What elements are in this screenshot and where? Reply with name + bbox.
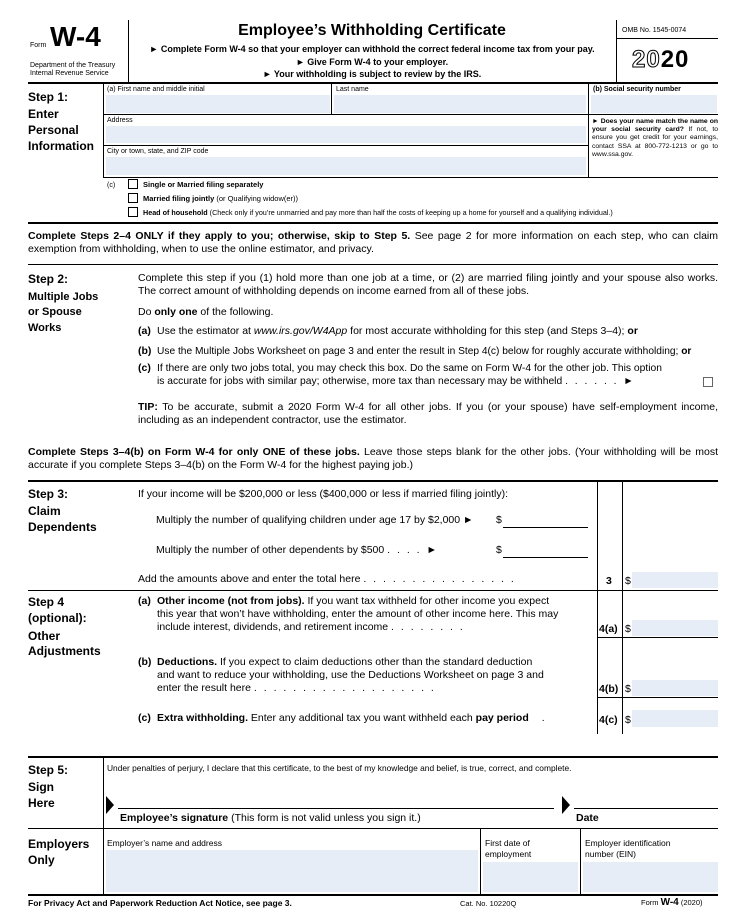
step2-b-text: Use the Multiple Jobs Worksheet on page 3 and enter the result in Step 4(c) below for roughly accurate withholding;: [157, 346, 682, 357]
form-number: W-4: [50, 21, 101, 52]
irs-w4app-link[interactable]: www.irs.gov/W4App: [253, 325, 348, 337]
step2-a-pre: Use the estimator at: [157, 325, 254, 337]
ein-label-1: Employer identification: [585, 838, 671, 848]
last-name-label: Last name: [336, 86, 369, 93]
notice2-text: Leave those steps blank for the other jobs. (Your withholding will be most accurate if you complete Steps 3–4(b) on the Form W-4 for the highest paying job.): [28, 446, 719, 471]
step2-b-or: or: [681, 346, 692, 357]
qualifying-children-field[interactable]: [503, 527, 588, 528]
other-dependents-dots: . . . . ►: [387, 544, 439, 556]
step1-subtitle-enter: Enter: [28, 107, 59, 121]
step4b-bold: Deductions.: [157, 656, 218, 668]
step3-subtitle-dependents: Dependents: [28, 520, 97, 534]
first-name-label: (a) First name and middle initial: [107, 86, 205, 93]
first-name-field[interactable]: [106, 95, 330, 113]
filing-single-checkbox[interactable]: [128, 179, 138, 189]
ssn-note-bold: ► Does your name match the name on your social security card?: [592, 118, 718, 134]
first-date-label-2: employment: [485, 849, 532, 859]
first-date-employment-field[interactable]: [483, 862, 578, 892]
qualifying-children-dollar: $: [496, 514, 502, 526]
employers-title: Employers: [28, 837, 90, 851]
step4-subtitle-optional: (optional):: [28, 611, 87, 625]
step4-title: Step 4: [28, 595, 65, 609]
other-dependents-line: [156, 544, 439, 557]
step4b-line1: [157, 656, 532, 669]
step5-subtitle-sign: Sign: [28, 780, 54, 794]
employers-subtitle-only: Only: [28, 853, 55, 867]
form-title: Employee’s Withholding Certificate: [238, 22, 506, 39]
step4a-line3: [157, 621, 465, 634]
step4b-label: (b): [138, 656, 152, 668]
city-state-zip-field[interactable]: [106, 157, 586, 175]
tax-year-prefix: 20: [632, 46, 661, 73]
step4a-text1: If you want tax withheld for other income you expect: [304, 595, 550, 607]
step4a-line2: this year that won’t have withholding, enter the amount of other income here. This may: [157, 608, 559, 620]
step4a-dots: . . . . . . . .: [391, 621, 465, 633]
step4a-label: (a): [138, 595, 151, 607]
line-4c-number: 4(c): [599, 714, 618, 726]
step4b-text1: If you expect to claim deductions other than the standard deduction: [217, 656, 533, 668]
notice-steps-2-4: [28, 230, 718, 256]
filing-single-label: [143, 180, 263, 189]
ein-field[interactable]: [583, 862, 718, 892]
step3-total-dots: . . . . . . . . . . . . . . . .: [363, 573, 516, 585]
step2-c-dots: . . . . . . ►: [565, 376, 636, 387]
catalog-number: Cat. No. 10220Q: [460, 899, 517, 908]
step2-option-b-label: (b): [138, 345, 152, 357]
header-instruction-3: ► Your withholding is subject to review by the IRS.: [262, 69, 482, 79]
step2-a-or: or: [627, 325, 638, 337]
step4c-line: [157, 712, 545, 725]
omb-number: OMB No. 1545-0074: [622, 27, 687, 34]
step2-tip-bold: TIP:: [138, 401, 158, 413]
irs-label: Internal Revenue Service: [30, 70, 109, 77]
step1-title: Step 1:: [28, 90, 69, 104]
dept-label: Department of the Treasury: [30, 62, 116, 69]
header-instruction-2: ► Give Form W-4 to your employer.: [295, 57, 449, 67]
filing-joint-note: (or Qualifying widow(er)): [214, 194, 299, 203]
step3-subtitle-claim: Claim: [28, 504, 61, 518]
filing-hoh-label: [143, 208, 613, 217]
employee-signature-field[interactable]: [120, 786, 552, 807]
step2-option-c-line1: If there are only two jobs total, you may check this box. Do the same on Form W-4 for the other job. This option: [157, 363, 662, 374]
footer-form-number: W-4: [660, 897, 679, 908]
step2-do-only-one: [138, 306, 273, 319]
line-4b-field[interactable]: [632, 680, 718, 696]
qualifying-children-line: Multiply the number of qualifying children under age 17 by $2,000 ►: [156, 514, 474, 526]
step4c-label: (c): [138, 712, 151, 724]
two-jobs-checkbox[interactable]: [703, 377, 713, 387]
step3-title: Step 3:: [28, 487, 69, 501]
step4a-line1: [157, 595, 549, 608]
step2-title: Step 2:: [28, 272, 69, 286]
step2-option-c-label: (c): [138, 362, 151, 374]
step4a-bold: Other income (not from jobs).: [157, 595, 305, 607]
address-field[interactable]: [106, 126, 586, 143]
step4c-dots: .: [541, 712, 545, 724]
footer-form-id: [641, 897, 703, 908]
line-4a-field[interactable]: [632, 620, 718, 636]
step3-total-text: Add the amounts above and enter the total here: [138, 573, 361, 585]
employer-name-address-field[interactable]: [106, 850, 478, 892]
step4c-bold2: pay period: [475, 712, 529, 724]
tax-year-suffix: 20: [660, 46, 690, 73]
step2-option-b: [157, 345, 691, 358]
notice-steps-3-4b: [28, 446, 718, 472]
step5-subtitle-here: Here: [28, 796, 55, 810]
last-name-field[interactable]: [334, 95, 586, 113]
step4-subtitle-adjustments: Adjustments: [28, 644, 101, 658]
step2-subtitle-or-spouse: or Spouse: [28, 306, 82, 318]
perjury-declaration: Under penalties of perjury, I declare that this certificate, to the best of my knowledge and belief, is true, correct, and complete.: [107, 763, 572, 773]
footer-form-year: (2020): [678, 898, 703, 907]
step2-a-post: for most accurate withholding for this step (and Steps 3–4);: [347, 325, 628, 337]
step2-do-pre: Do: [138, 306, 155, 318]
employee-signature-label: [120, 812, 421, 825]
step1-subtitle-personal: Personal: [28, 123, 79, 137]
line-3-field[interactable]: [632, 572, 718, 588]
first-date-label-1: First date of: [485, 838, 530, 848]
filing-joint-checkbox[interactable]: [128, 193, 138, 203]
footer-form-pre: Form: [641, 898, 661, 907]
step4b-line3: [157, 682, 436, 695]
step4b-dots: . . . . . . . . . . . . . . . . . . .: [253, 682, 436, 694]
line-3-number: 3: [606, 575, 612, 587]
step1-subtitle-information: Information: [28, 139, 94, 153]
date-arrow-icon: [562, 796, 570, 814]
signature-arrow-icon: [106, 796, 114, 814]
address-label: Address: [107, 117, 133, 124]
other-dependents-text: Multiply the number of other dependents by $500: [156, 544, 385, 556]
line-4c-field[interactable]: [632, 710, 718, 727]
step2-option-a-label: (a): [138, 325, 151, 337]
step4b-text3: enter the result here: [157, 682, 251, 694]
tax-year: [632, 46, 689, 74]
other-dependents-dollar: $: [496, 544, 502, 556]
line-4b-number: 4(b): [599, 683, 619, 695]
step4b-line2: and want to reduce your withholding, use the Deductions Worksheet on page 3 and: [157, 669, 544, 681]
step2-option-c-line2: [157, 375, 636, 388]
filing-status-label: (c): [107, 182, 116, 189]
step2-subtitle-multiple-jobs: Multiple Jobs: [28, 291, 99, 303]
line-4a-number: 4(a): [599, 623, 618, 635]
filing-joint-label: [143, 194, 298, 203]
ssn-label: (b) Social security number: [593, 86, 681, 93]
date-label: Date: [576, 812, 599, 824]
ein-label-2: number (EIN): [585, 849, 637, 859]
step2-option-a: [157, 325, 638, 338]
ssn-name-match-note: [592, 118, 718, 159]
step4a-text3: include interest, dividends, and retirement income: [157, 621, 389, 633]
header-instruction-1: ► Complete Form W-4 so that your employer can withhold the correct federal income tax from your pay.: [149, 44, 595, 54]
step4-subtitle-other: Other: [28, 629, 61, 643]
step4c-bold: Extra withholding.: [157, 712, 248, 724]
step2-tip: [138, 401, 718, 427]
line-4a-dollar: $: [625, 623, 631, 635]
step2-tip-text: To be accurate, submit a 2020 Form W-4 for all other jobs. If you (or your spouse) have self-employment income, including as an independent contractor, use the estimator.: [138, 401, 718, 426]
filing-hoh-note: (Check only if you’re unmarried and pay more than half the costs of keeping up a home for yourself and a qualifying individual.): [207, 208, 613, 217]
filing-head-of-household-checkbox[interactable]: [128, 207, 138, 217]
step3-intro: If your income will be $200,000 or less ($400,000 or less if married filing jointly):: [138, 488, 509, 500]
notice1-text: See page 2 for more information on each step, who can claim exemption from withholding, when to use the online estimator, and privacy.: [28, 230, 718, 255]
signature-label-note: (This form is not valid unless you sign it.): [228, 812, 421, 824]
step2-subtitle-works: Works: [28, 322, 62, 334]
line-3-dollar: $: [625, 575, 631, 587]
step2-intro: Complete this step if you (1) hold more than one job at a time, or (2) are married filing jointly and your spouse also works. The correct amount of withholding depends on income earned from all of these jobs.: [138, 272, 718, 297]
signature-date-field[interactable]: [576, 786, 718, 807]
step5-title: Step 5:: [28, 763, 69, 777]
filing-hoh-text: Head of household: [143, 208, 208, 217]
signature-label-bold: Employee’s signature: [120, 812, 229, 824]
notice1-bold: Complete Steps 2–4 ONLY if they apply to you; otherwise, skip to Step 5.: [28, 230, 411, 242]
filing-joint-text: Married filing jointly: [143, 194, 215, 203]
form-label: Form: [30, 42, 47, 49]
filing-single-text: Single or Married filing separately: [143, 180, 264, 189]
ssn-field[interactable]: [591, 95, 717, 113]
notice2-bold: Complete Steps 3–4(b) on Form W-4 for only ONE of these jobs.: [28, 446, 360, 458]
step4c-text: Enter any additional tax you want withheld each: [248, 712, 476, 724]
step2-do-bold: only one: [154, 306, 198, 318]
step2-do-post: of the following.: [197, 306, 274, 318]
city-label: City or town, state, and ZIP code: [107, 148, 209, 155]
step3-total-line: [138, 573, 516, 586]
employer-name-label: Employer’s name and address: [107, 838, 222, 848]
ssn-note-text: If not, to ensure you get credit for your earnings, contact SSA at 800-772-1213 or go to www.ssa.gov.: [592, 126, 718, 158]
privacy-notice: For Privacy Act and Paperwork Reduction Act Notice, see page 3.: [28, 898, 292, 908]
line-4b-dollar: $: [625, 683, 631, 695]
line-4c-dollar: $: [625, 714, 631, 726]
step2-c-text2: is accurate for jobs with similar pay; otherwise, more tax than necessary may be withheld: [157, 376, 563, 387]
other-dependents-field[interactable]: [503, 557, 588, 558]
